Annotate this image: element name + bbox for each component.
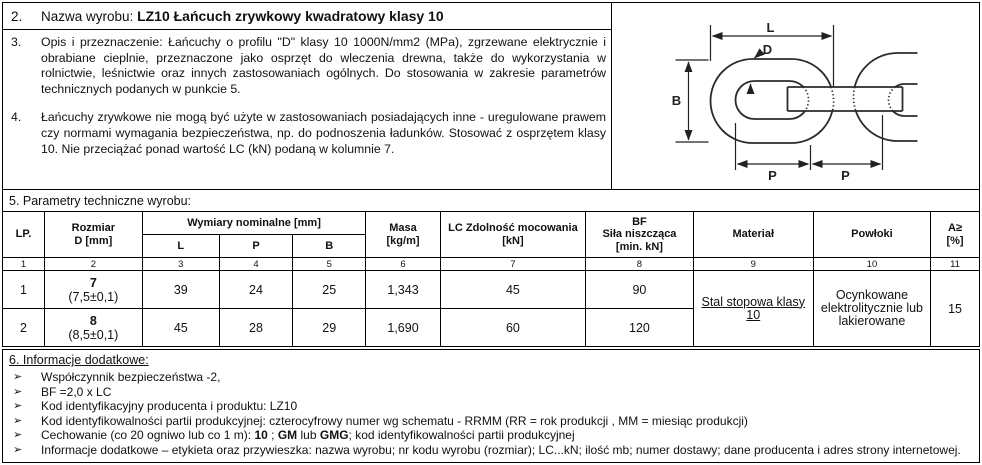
cell-B: 29 bbox=[293, 309, 366, 347]
cell-size: 8 (8,5±0,1) bbox=[45, 309, 143, 347]
cell-lp: 1 bbox=[3, 271, 45, 309]
cell-B: 25 bbox=[293, 271, 366, 309]
col-header-lp: LP. bbox=[3, 212, 45, 258]
section6-title: 6. Informacje dodatkowe: bbox=[9, 353, 149, 367]
col-header-size: Rozmiar D [mm] bbox=[45, 212, 143, 258]
datasheet-page bbox=[2, 2, 980, 463]
cell-elongation: 15 bbox=[931, 271, 980, 347]
list-item bbox=[3, 385, 979, 400]
col-header-bf: BF Siła niszcząca [min. kN] bbox=[586, 212, 693, 258]
cell-mass: 1,343 bbox=[366, 271, 440, 309]
cell-bf: 120 bbox=[586, 309, 693, 347]
col-header-P: P bbox=[219, 235, 292, 258]
list-item bbox=[3, 370, 979, 385]
cell-lc: 60 bbox=[440, 309, 586, 347]
label-P2: P bbox=[841, 168, 850, 183]
cell-size: 7 (7,5±0,1) bbox=[45, 271, 143, 309]
arrow-bullet-icon: ➢ bbox=[13, 400, 23, 413]
arrow-bullet-icon: ➢ bbox=[13, 429, 23, 442]
item4-warning bbox=[3, 110, 611, 157]
cell-coating: Ocynkowane elektrolitycznie lub lakierowane bbox=[813, 271, 930, 347]
list-item bbox=[3, 428, 979, 443]
chain-links-group bbox=[711, 53, 918, 143]
cell-mass: 1,690 bbox=[366, 309, 440, 347]
arrow-bullet-icon: ➢ bbox=[13, 385, 23, 398]
text-column bbox=[2, 2, 612, 190]
arrow-bullet-icon: ➢ bbox=[13, 371, 23, 383]
table-row bbox=[3, 271, 980, 309]
additional-info-section bbox=[2, 349, 980, 463]
label-D: D bbox=[762, 42, 773, 57]
col-header-coating: Powłoki bbox=[813, 212, 930, 258]
list-item bbox=[3, 399, 979, 414]
item4-text: Łańcuchy zrywkowe nie mogą być użyte w zastosowaniach posiadających inne - uregulowane prawem czy normami wymagania bezpieczeństwa, np. do podnoszenia ładunków. Stosować z osprzętem klasy 10. Nie przeciążać ponad wartość LC (kN) podaną w kolumnie 7. bbox=[41, 110, 606, 156]
col-header-material: Materiał bbox=[693, 212, 813, 258]
cell-L: 45 bbox=[142, 309, 219, 347]
section5-title: 5. Parametry techniczne wyrobu: bbox=[2, 190, 980, 211]
col-header-lc: LC Zdolność mocowania [kN] bbox=[440, 212, 586, 258]
list-item bbox=[3, 443, 979, 458]
col-header-mass: Masa [kg/m] bbox=[366, 212, 440, 258]
label-L: L bbox=[766, 20, 775, 35]
cell-material: Stal stopowa klasy 10 bbox=[693, 271, 813, 347]
arrow-bullet-icon: ➢ bbox=[13, 414, 23, 427]
product-name-row bbox=[3, 3, 611, 30]
cell-bf: 90 bbox=[586, 271, 693, 309]
product-name-label: Nazwa wyrobu: bbox=[41, 9, 134, 24]
col-header-B: B bbox=[293, 235, 366, 258]
product-name-value: LZ10 Łańcuch zrywkowy kwadratowy klasy 10 bbox=[137, 8, 444, 24]
item3-text: Opis i przeznaczenie: Łańcuchy o profilu "D" klasy 10 1000N/mm2 (MPa), zgrzewane elektrycznie i obrabiane cieplnie, przeznaczone jako osprzęt do wleczenia drewna, także do wykorzystania w rolnictwie, leśnictwie oraz innych zastosowaniach ogólnych. Do stosowania w zakresie parametrów technicznych podanych w punkcie 5. bbox=[41, 35, 606, 96]
bullet-text: Kod identyfikowalności partii produkcyjnej: czterocyfrowy numer wg schematu - RRMM (RR = rok produkcji , MM = miesiąc produkcji) bbox=[41, 413, 748, 428]
list-item bbox=[3, 414, 979, 429]
bullet-text: Współczynnik bezpieczeństwa -2, bbox=[41, 370, 221, 384]
column-numbers-row: 1 2 3 4 5 6 7 8 9 10 11 bbox=[3, 258, 980, 271]
dim-pointer-D bbox=[755, 52, 762, 58]
description-cell bbox=[3, 30, 611, 189]
bullet-text: Informacje dodatkowe – etykieta oraz przywieszka: nazwa wyrobu; nr kodu wyrobu (rozmiar); LC...kN; ilość mb; numer dostawy; dane producenta i adres strony internetowej. bbox=[41, 442, 961, 457]
bullet-text: BF =2,0 x LC bbox=[41, 384, 112, 399]
item3-number: 3. bbox=[11, 35, 22, 49]
parameters-table bbox=[2, 211, 980, 347]
bullet-text: Cechowanie (co 20 ogniwo lub co 1 m): 10 ; GM lub GMG; kod identyfikowalności partii produkcyjnej bbox=[41, 428, 575, 443]
chain-link-diagram bbox=[612, 2, 980, 190]
cell-L: 39 bbox=[142, 271, 219, 309]
cell-P: 28 bbox=[219, 309, 292, 347]
label-B: B bbox=[671, 93, 682, 108]
item2-number: 2. bbox=[11, 8, 23, 24]
chain-link-drawing-svg bbox=[612, 3, 979, 189]
cell-lp: 2 bbox=[3, 309, 45, 347]
cell-lc: 45 bbox=[440, 271, 586, 309]
item3-description bbox=[3, 35, 611, 97]
item4-number: 4. bbox=[11, 110, 22, 125]
product-name-text bbox=[41, 8, 444, 24]
col-header-elongation: A≥ [%] bbox=[931, 212, 980, 258]
bullet-text: Kod identyfikacyjny producenta i produktu: LZ10 bbox=[41, 399, 298, 414]
col-header-L: L bbox=[142, 235, 219, 258]
arrow-bullet-icon: ➢ bbox=[13, 443, 23, 456]
top-region bbox=[2, 2, 980, 190]
side-link-bar-fill bbox=[788, 87, 903, 111]
label-P1: P bbox=[768, 168, 777, 183]
cell-P: 24 bbox=[219, 271, 292, 309]
technical-parameters-section bbox=[2, 190, 980, 347]
col-header-nominal-dims: Wymiary nominalne [mm] bbox=[142, 212, 366, 235]
